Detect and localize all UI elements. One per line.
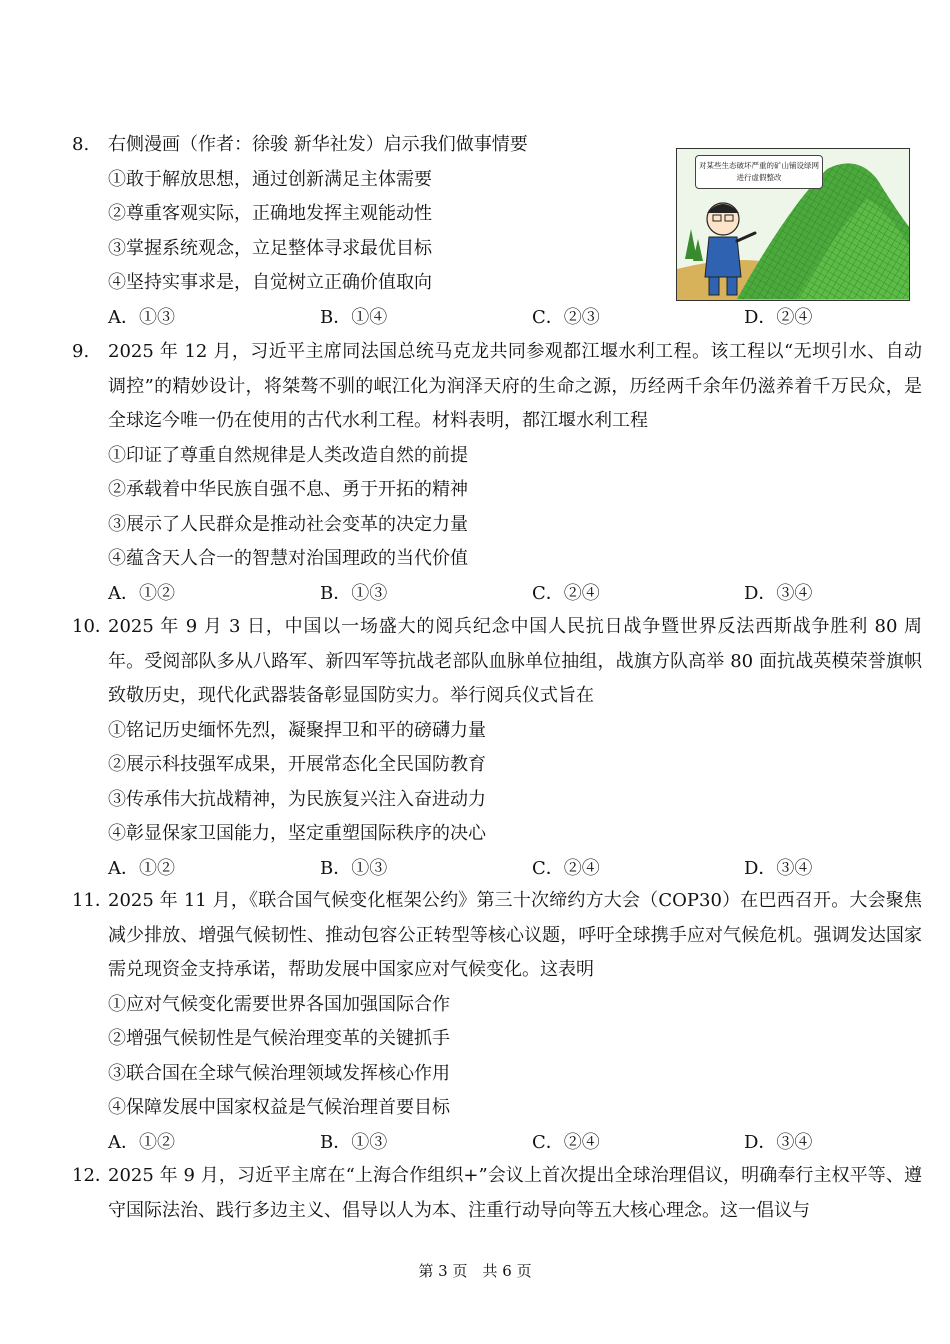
statement-4: ④彰显保家卫国能力，坚定重塑国际秩序的决心 — [108, 823, 486, 844]
question-12 — [72, 1159, 922, 1228]
choice-c: C．②④ — [532, 1131, 600, 1153]
question-11 — [72, 884, 922, 1160]
choice-c: C．②④ — [532, 857, 600, 879]
statement-3: ③联合国在全球气候治理领域发挥核心作用 — [108, 1062, 450, 1084]
choice-a: A．①③ — [108, 306, 175, 328]
question-stem: 2025 年 9 月 3 日，中国以一场盛大的阅兵纪念中国人民抗日战争暨世界反法西斯战争胜利 80 周年。受阅部队多从八路军、新四军等抗战老部队血脉单位抽组，战旗方队高举 80 面抗战英模荣誉旗帜致敬历史，现代化武器装备彰显国防实力。举行阅兵仪式旨在 — [108, 616, 922, 706]
answer-choices — [108, 577, 922, 612]
cartoon-caption: 对某些生态破坏严重的矿山铺设绿网进行虚假整改 — [695, 155, 823, 189]
choice-c: C．②④ — [532, 582, 600, 604]
statement-2: ②承载着中华民族自强不息、勇于开拓的精神 — [108, 479, 468, 500]
question-number: 9. — [72, 341, 90, 362]
statement-1: ①印证了尊重自然规律是人类改造自然的前提 — [108, 444, 468, 466]
question-stem: 2025 年 9 月，习近平主席在“上海合作组织+”会议上首次提出全球治理倡议，明确奉行主权平等、遵守国际法治、践行多边主义、倡导以人为本、注重行动导向等五大核心理念。这一倡议与 — [108, 1165, 922, 1221]
statement-3: ③掌握系统观念，立足整体寻求最优目标 — [108, 237, 432, 259]
choice-c: C．②③ — [532, 306, 600, 328]
question-9 — [72, 335, 922, 611]
answer-choices — [108, 301, 922, 336]
choice-d: D．③④ — [744, 582, 813, 604]
choice-a: A．①② — [108, 582, 175, 604]
statement-3: ③传承伟大抗战精神，为民族复兴注入奋进动力 — [108, 788, 486, 810]
question-10 — [72, 610, 922, 886]
page-footer: 第 3 页 共 6 页 — [418, 1262, 532, 1280]
statement-1: ①应对气候变化需要世界各国加强国际合作 — [108, 993, 450, 1015]
question-number: 8. — [72, 134, 90, 155]
statement-1: ①敢于解放思想，通过创新满足主体需要 — [108, 168, 432, 190]
choice-d: D．③④ — [744, 857, 813, 879]
cartoon-illustration — [676, 148, 910, 301]
statement-3: ③展示了人民群众是推动社会变革的决定力量 — [108, 513, 468, 535]
question-stem: 右侧漫画（作者：徐骏 新华社发）启示我们做事情要 — [108, 134, 528, 155]
statement-2: ②尊重客观实际，正确地发挥主观能动性 — [108, 203, 432, 224]
choice-b: B．①④ — [320, 306, 388, 328]
choice-b: B．①③ — [320, 582, 388, 604]
choice-d: D．③④ — [744, 1131, 813, 1153]
choice-a: A．①② — [108, 1131, 175, 1153]
statement-4: ④坚持实事求是，自觉树立正确价值取向 — [108, 272, 432, 293]
figure-suit — [705, 237, 741, 277]
choice-b: B．①③ — [320, 857, 388, 879]
question-stem: 2025 年 11 月，《联合国气候变化框架公约》第三十次缔约方大会（COP30）在巴西召开。大会聚焦减少排放、增强气候韧性、推动包容公正转型等核心议题，呼吁全球携手应对气候危机。强调发达国家需兑现资金支持承诺，帮助发展中国家应对气候变化。这表明 — [108, 890, 922, 980]
answer-choices — [108, 1126, 922, 1161]
question-number: 12． — [72, 1165, 113, 1186]
choice-a: A．①② — [108, 857, 175, 879]
question-number: 11． — [72, 890, 113, 911]
statement-4: ④保障发展中国家权益是气候治理首要目标 — [108, 1097, 450, 1118]
statement-4: ④蕴含天人合一的智慧对治国理政的当代价值 — [108, 548, 468, 569]
statement-2: ②增强气候韧性是气候治理变革的关键抓手 — [108, 1028, 450, 1049]
statement-2: ②展示科技强军成果，开展常态化全民国防教育 — [108, 754, 486, 775]
statement-1: ①铭记历史缅怀先烈，凝聚捍卫和平的磅礴力量 — [108, 719, 486, 741]
question-number: 10． — [72, 616, 113, 637]
answer-choices — [108, 852, 922, 887]
choice-b: B．①③ — [320, 1131, 388, 1153]
question-stem: 2025 年 12 月，习近平主席同法国总统马克龙共同参观都江堰水利工程。该工程以“无坝引水、自动调控”的精妙设计，将桀骜不驯的岷江化为润泽天府的生命之源，历经两千余年仍滋养着千万民众，是全球迄今唯一仍在使用的古代水利工程。材料表明，都江堰水利工程 — [108, 341, 922, 431]
choice-d: D．②④ — [744, 306, 813, 328]
